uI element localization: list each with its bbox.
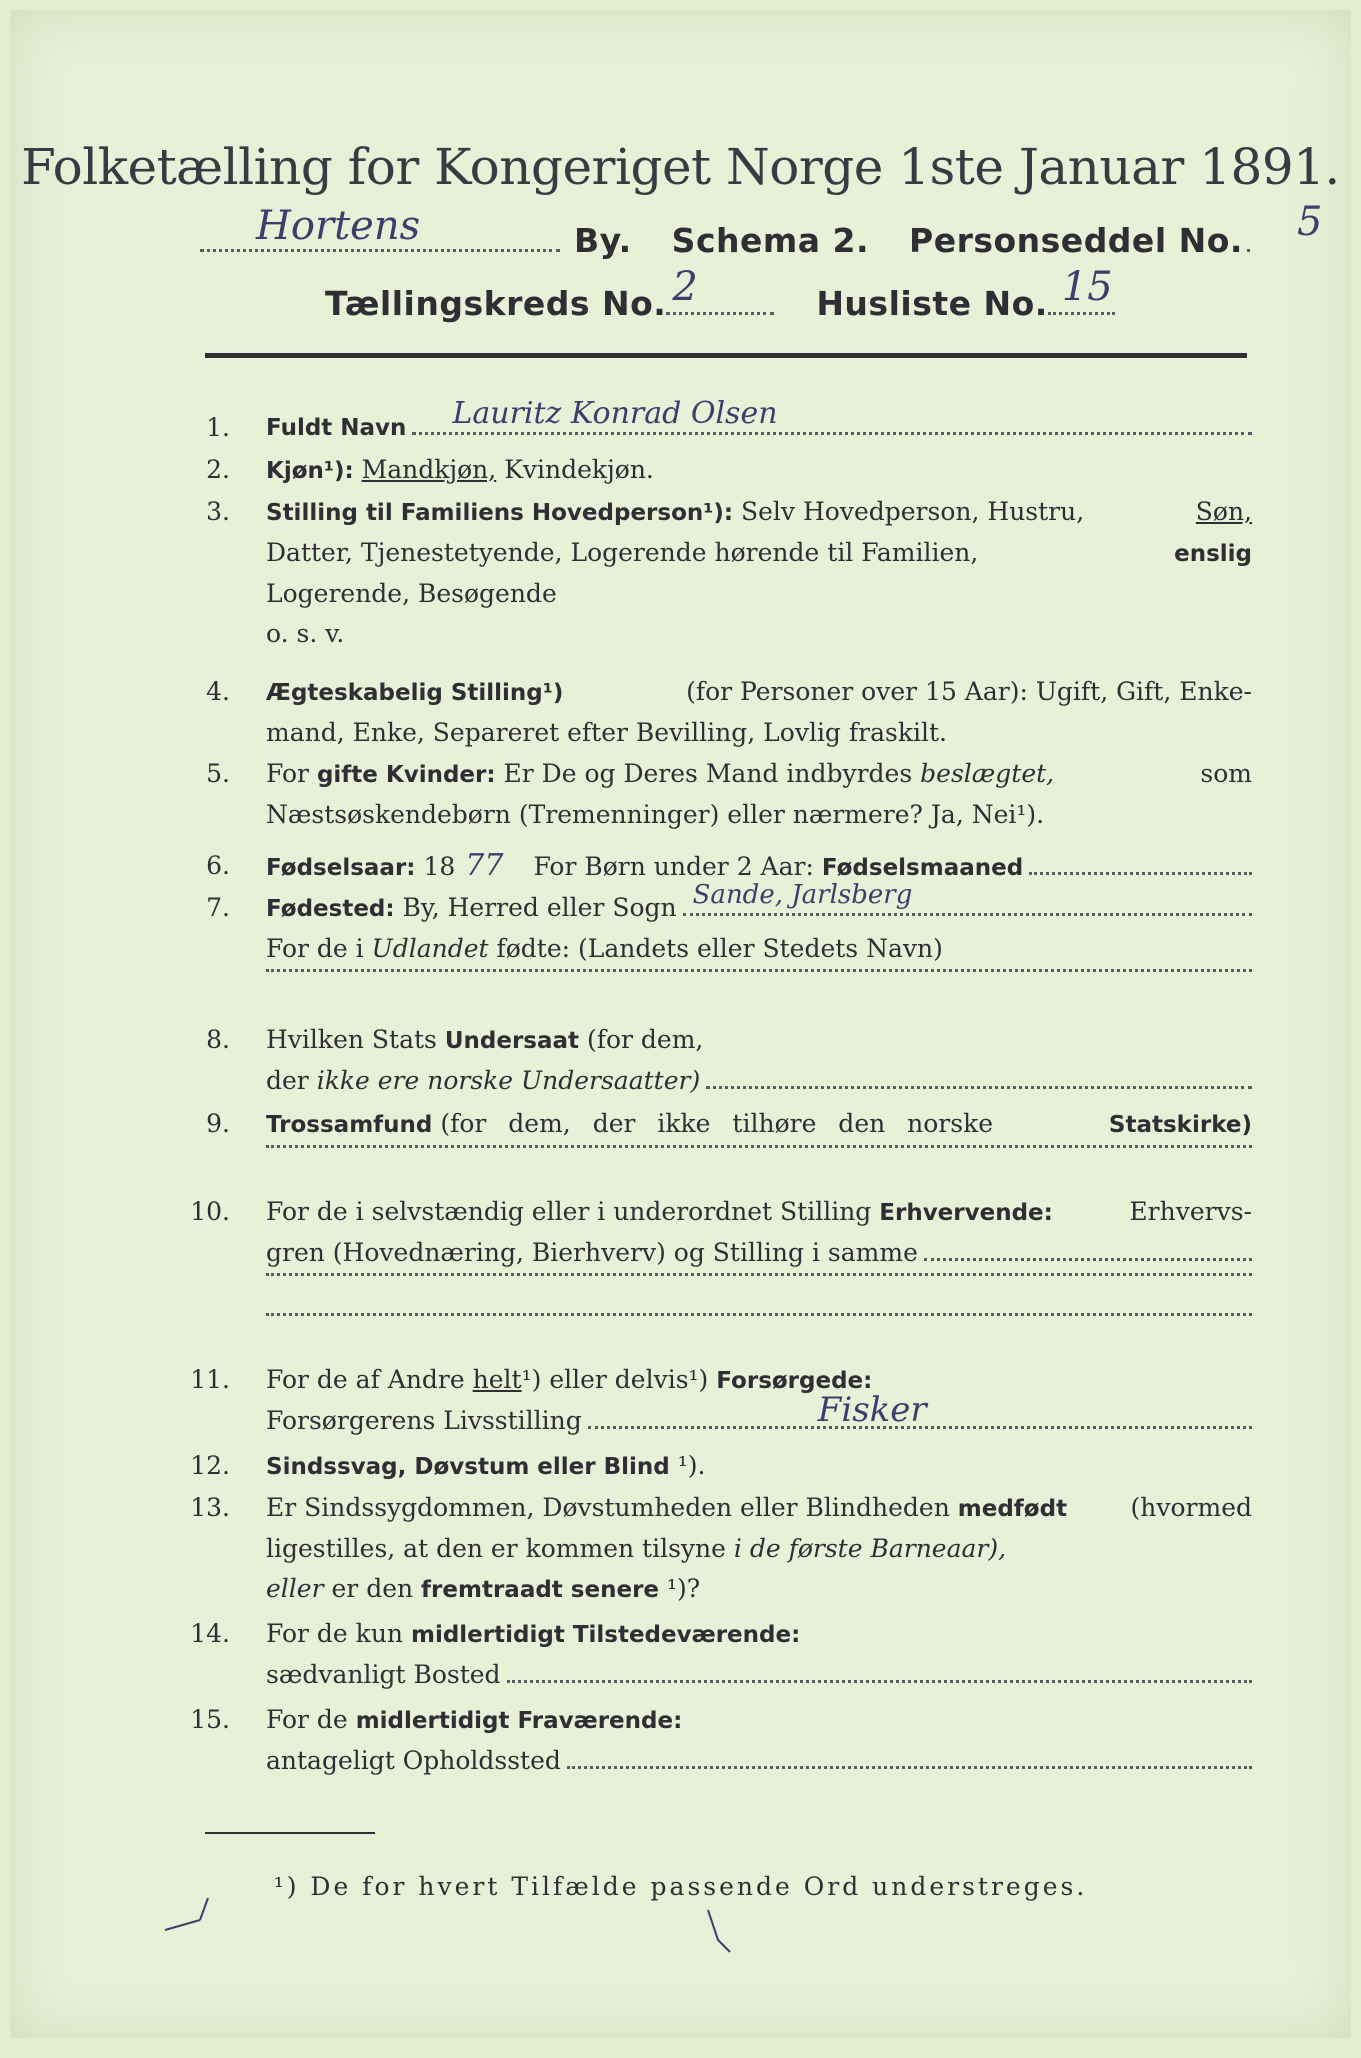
- item-4: [180, 672, 1252, 753]
- personseddel-number: 5: [1296, 199, 1323, 245]
- kreds-field: [666, 264, 774, 315]
- item-text: Næstsøskendebørn (Tremenninger) eller nærmere? Ja, Nei¹).: [266, 800, 1045, 829]
- item-text: eller: [266, 1574, 324, 1603]
- item-number: 10.: [190, 1197, 230, 1226]
- header-line-1: [200, 199, 1323, 260]
- header-rule: [205, 353, 1247, 358]
- item-number: 6.: [206, 851, 230, 880]
- item-text: (for dem,: [586, 1025, 704, 1054]
- item-label: Ægteskabelig Stilling¹): [266, 680, 564, 706]
- full-name-handwritten: Lauritz Konrad Olsen: [452, 396, 778, 431]
- item-text: er den: [331, 1574, 414, 1603]
- item-text: Erhvervs-: [1129, 1197, 1252, 1226]
- birthplace-handwritten: Sande, Jarlsberg: [692, 880, 913, 910]
- item-number: 7.: [206, 893, 230, 922]
- item-14: [180, 1614, 1252, 1695]
- item-text: Udlandet: [371, 934, 489, 963]
- provider-occupation-handwritten: Fisker: [817, 1390, 927, 1430]
- item-1: [180, 396, 1252, 448]
- item-13: [180, 1488, 1252, 1610]
- item-number: 14.: [190, 1619, 230, 1648]
- item-label: Trossamfund: [266, 1112, 433, 1138]
- item-5: [180, 754, 1252, 835]
- item-text: For de: [266, 1705, 348, 1734]
- item-10: [180, 1192, 1252, 1353]
- item-number: 2.: [206, 455, 230, 484]
- occupation-field: [924, 1258, 1252, 1261]
- item-label: midlertidigt Fraværende:: [355, 1708, 683, 1734]
- city-handwritten: Hortens: [256, 203, 421, 249]
- item-12: [180, 1446, 1252, 1487]
- item-number: 4.: [206, 677, 230, 706]
- item-text: beslægtet,: [920, 759, 1055, 788]
- item-15: [180, 1700, 1252, 1781]
- husliste-number: 15: [1061, 264, 1113, 310]
- item-text: For de af Andre: [266, 1365, 465, 1394]
- item-text: (for dem, der ikke tilhøre den norske: [440, 1109, 994, 1138]
- provider-field: [588, 1390, 1252, 1430]
- item-text: Forsørgerens Livsstilling: [266, 1406, 582, 1435]
- item-text: antageligt Opholdssted: [266, 1746, 561, 1775]
- item-text: mand, Enke, Separeret efter Bevilling, Lovlig fraskilt.: [266, 718, 947, 747]
- item-label: gifte Kvinder:: [316, 762, 496, 788]
- schema-label: Schema 2.: [671, 221, 870, 260]
- item-number: 9.: [206, 1109, 230, 1138]
- occupation-field-3: [266, 1313, 1252, 1316]
- item-7: [180, 880, 1252, 1009]
- item-text: som: [1200, 759, 1252, 788]
- item-label: Kjøn¹):: [266, 458, 354, 484]
- item-label: midlertidigt Tilstedeværende:: [410, 1622, 801, 1648]
- item-label: Erhvervende:: [879, 1200, 1053, 1226]
- item-label: fremtraadt senere: [421, 1577, 660, 1603]
- item-text: Selv Hovedperson, Hustru,: [741, 497, 1085, 526]
- item-text: fødte: (Landets eller Stedets Navn): [496, 934, 943, 963]
- item-label: Statskirke): [1108, 1112, 1252, 1138]
- item-number: 1.: [206, 413, 230, 442]
- item-label: medfødt: [957, 1496, 1068, 1522]
- temporary-residence-field: [567, 1766, 1252, 1769]
- item-text: Er Sindssygdommen, Døvstumheden eller Blindheden: [266, 1493, 950, 1522]
- item-text: For Børn under 2 Aar:: [533, 852, 814, 881]
- item-number: 3.: [206, 497, 230, 526]
- item-text: der: [266, 1066, 309, 1095]
- item-text: (for Personer over 15 Aar): Ugift, Gift, Enke-: [686, 677, 1252, 706]
- item-label: Fødested:: [266, 896, 395, 922]
- item-2: [180, 450, 1252, 491]
- item-label: Fødselsmaaned: [821, 855, 1024, 881]
- item-label: Forsørgede:: [716, 1368, 873, 1394]
- husliste-field: [1048, 264, 1115, 315]
- birth-year-handwritten: 77: [465, 848, 504, 883]
- form-title: Folketælling for Kongeriget Norge 1ste Januar 1891.: [21, 138, 1340, 196]
- item-label: Undersaat: [444, 1028, 580, 1054]
- item-number: 15.: [190, 1705, 230, 1734]
- city-field: [200, 205, 560, 252]
- item-number: 13.: [190, 1493, 230, 1522]
- item-text: sædvanligt Bosted: [266, 1660, 501, 1689]
- option-helt: helt: [472, 1365, 522, 1394]
- item-number: 11.: [190, 1365, 230, 1394]
- option-mandkjon: Mandkjøn,: [361, 455, 497, 484]
- census-form: [10, 10, 1351, 2038]
- item-text: ¹) eller delvis¹): [521, 1365, 709, 1394]
- nationality-field: [706, 1086, 1252, 1089]
- footnote: ¹) De for hvert Tilfælde passende Ord understreges.: [273, 1872, 1088, 1901]
- footnote-rule: [205, 1832, 375, 1834]
- item-number: 8.: [206, 1025, 230, 1054]
- religion-field: [266, 1145, 1252, 1148]
- item-text: (hvormed: [1130, 1493, 1252, 1522]
- item-11: [180, 1360, 1252, 1441]
- item-number: 12.: [190, 1451, 230, 1480]
- option-kvindekjon: Kvindekjøn.: [504, 455, 654, 484]
- item-text: ¹).: [677, 1451, 706, 1480]
- item-text: o. s. v.: [266, 619, 345, 648]
- item-text: ikke ere norske Undersaatter): [316, 1066, 701, 1095]
- item-8: [180, 1020, 1252, 1101]
- item-number: 5.: [206, 759, 230, 788]
- name-field: [412, 396, 1252, 435]
- item-text: ligestilles, at den er kommen tilsyne: [266, 1534, 726, 1563]
- personseddel-label: Personseddel No.: [909, 221, 1243, 260]
- birth-month-field: [1029, 872, 1252, 875]
- foreign-birthplace-field: [266, 969, 1252, 972]
- option-son: Søn,: [1195, 497, 1252, 526]
- item-text: For de i: [266, 934, 364, 963]
- pen-mark: [700, 1900, 740, 1960]
- item-text: ¹)?: [666, 1574, 701, 1603]
- item-text: Datter, Tjenestetyende, Logerende hørende til Familien,: [266, 538, 979, 567]
- item-text: For: [266, 759, 309, 788]
- occupation-field-2: [266, 1273, 1252, 1276]
- item-text: For de i selvstændig eller i underordnet Stilling: [266, 1197, 872, 1226]
- item-3: [180, 492, 1252, 654]
- pen-mark: [160, 1890, 220, 1950]
- item-text: For de kun: [266, 1619, 404, 1648]
- personseddel-field: [1247, 199, 1323, 252]
- item-9: [180, 1104, 1252, 1185]
- item-label: Fødselsaar:: [266, 855, 416, 881]
- item-text: Logerende, Besøgende: [266, 579, 557, 608]
- item-label: Fuldt Navn: [266, 415, 407, 441]
- header-line-2: [325, 264, 1115, 323]
- kreds-number: 2: [672, 264, 698, 310]
- item-label: Stilling til Familiens Hovedperson¹):: [266, 500, 734, 526]
- by-label: By.: [574, 221, 632, 260]
- item-text: gren (Hovednæring, Bierhverv) og Stilling i samme: [266, 1238, 918, 1267]
- item-text: By, Herred eller Sogn: [402, 893, 677, 922]
- item-text: enslig: [1174, 541, 1252, 567]
- husliste-label: Husliste No.: [816, 284, 1048, 323]
- item-label: Sindssvag, Døvstum eller Blind: [266, 1454, 670, 1480]
- usual-residence-field: [507, 1680, 1252, 1683]
- year-prefix: 18: [423, 852, 456, 881]
- kreds-label: Tællingskreds No.: [325, 284, 667, 323]
- item-text: Er De og Deres Mand indbyrdes: [503, 759, 913, 788]
- item-text: i de første Barneaar),: [733, 1534, 1007, 1563]
- birthplace-field: [683, 880, 1252, 916]
- item-text: Hvilken Stats: [266, 1025, 437, 1054]
